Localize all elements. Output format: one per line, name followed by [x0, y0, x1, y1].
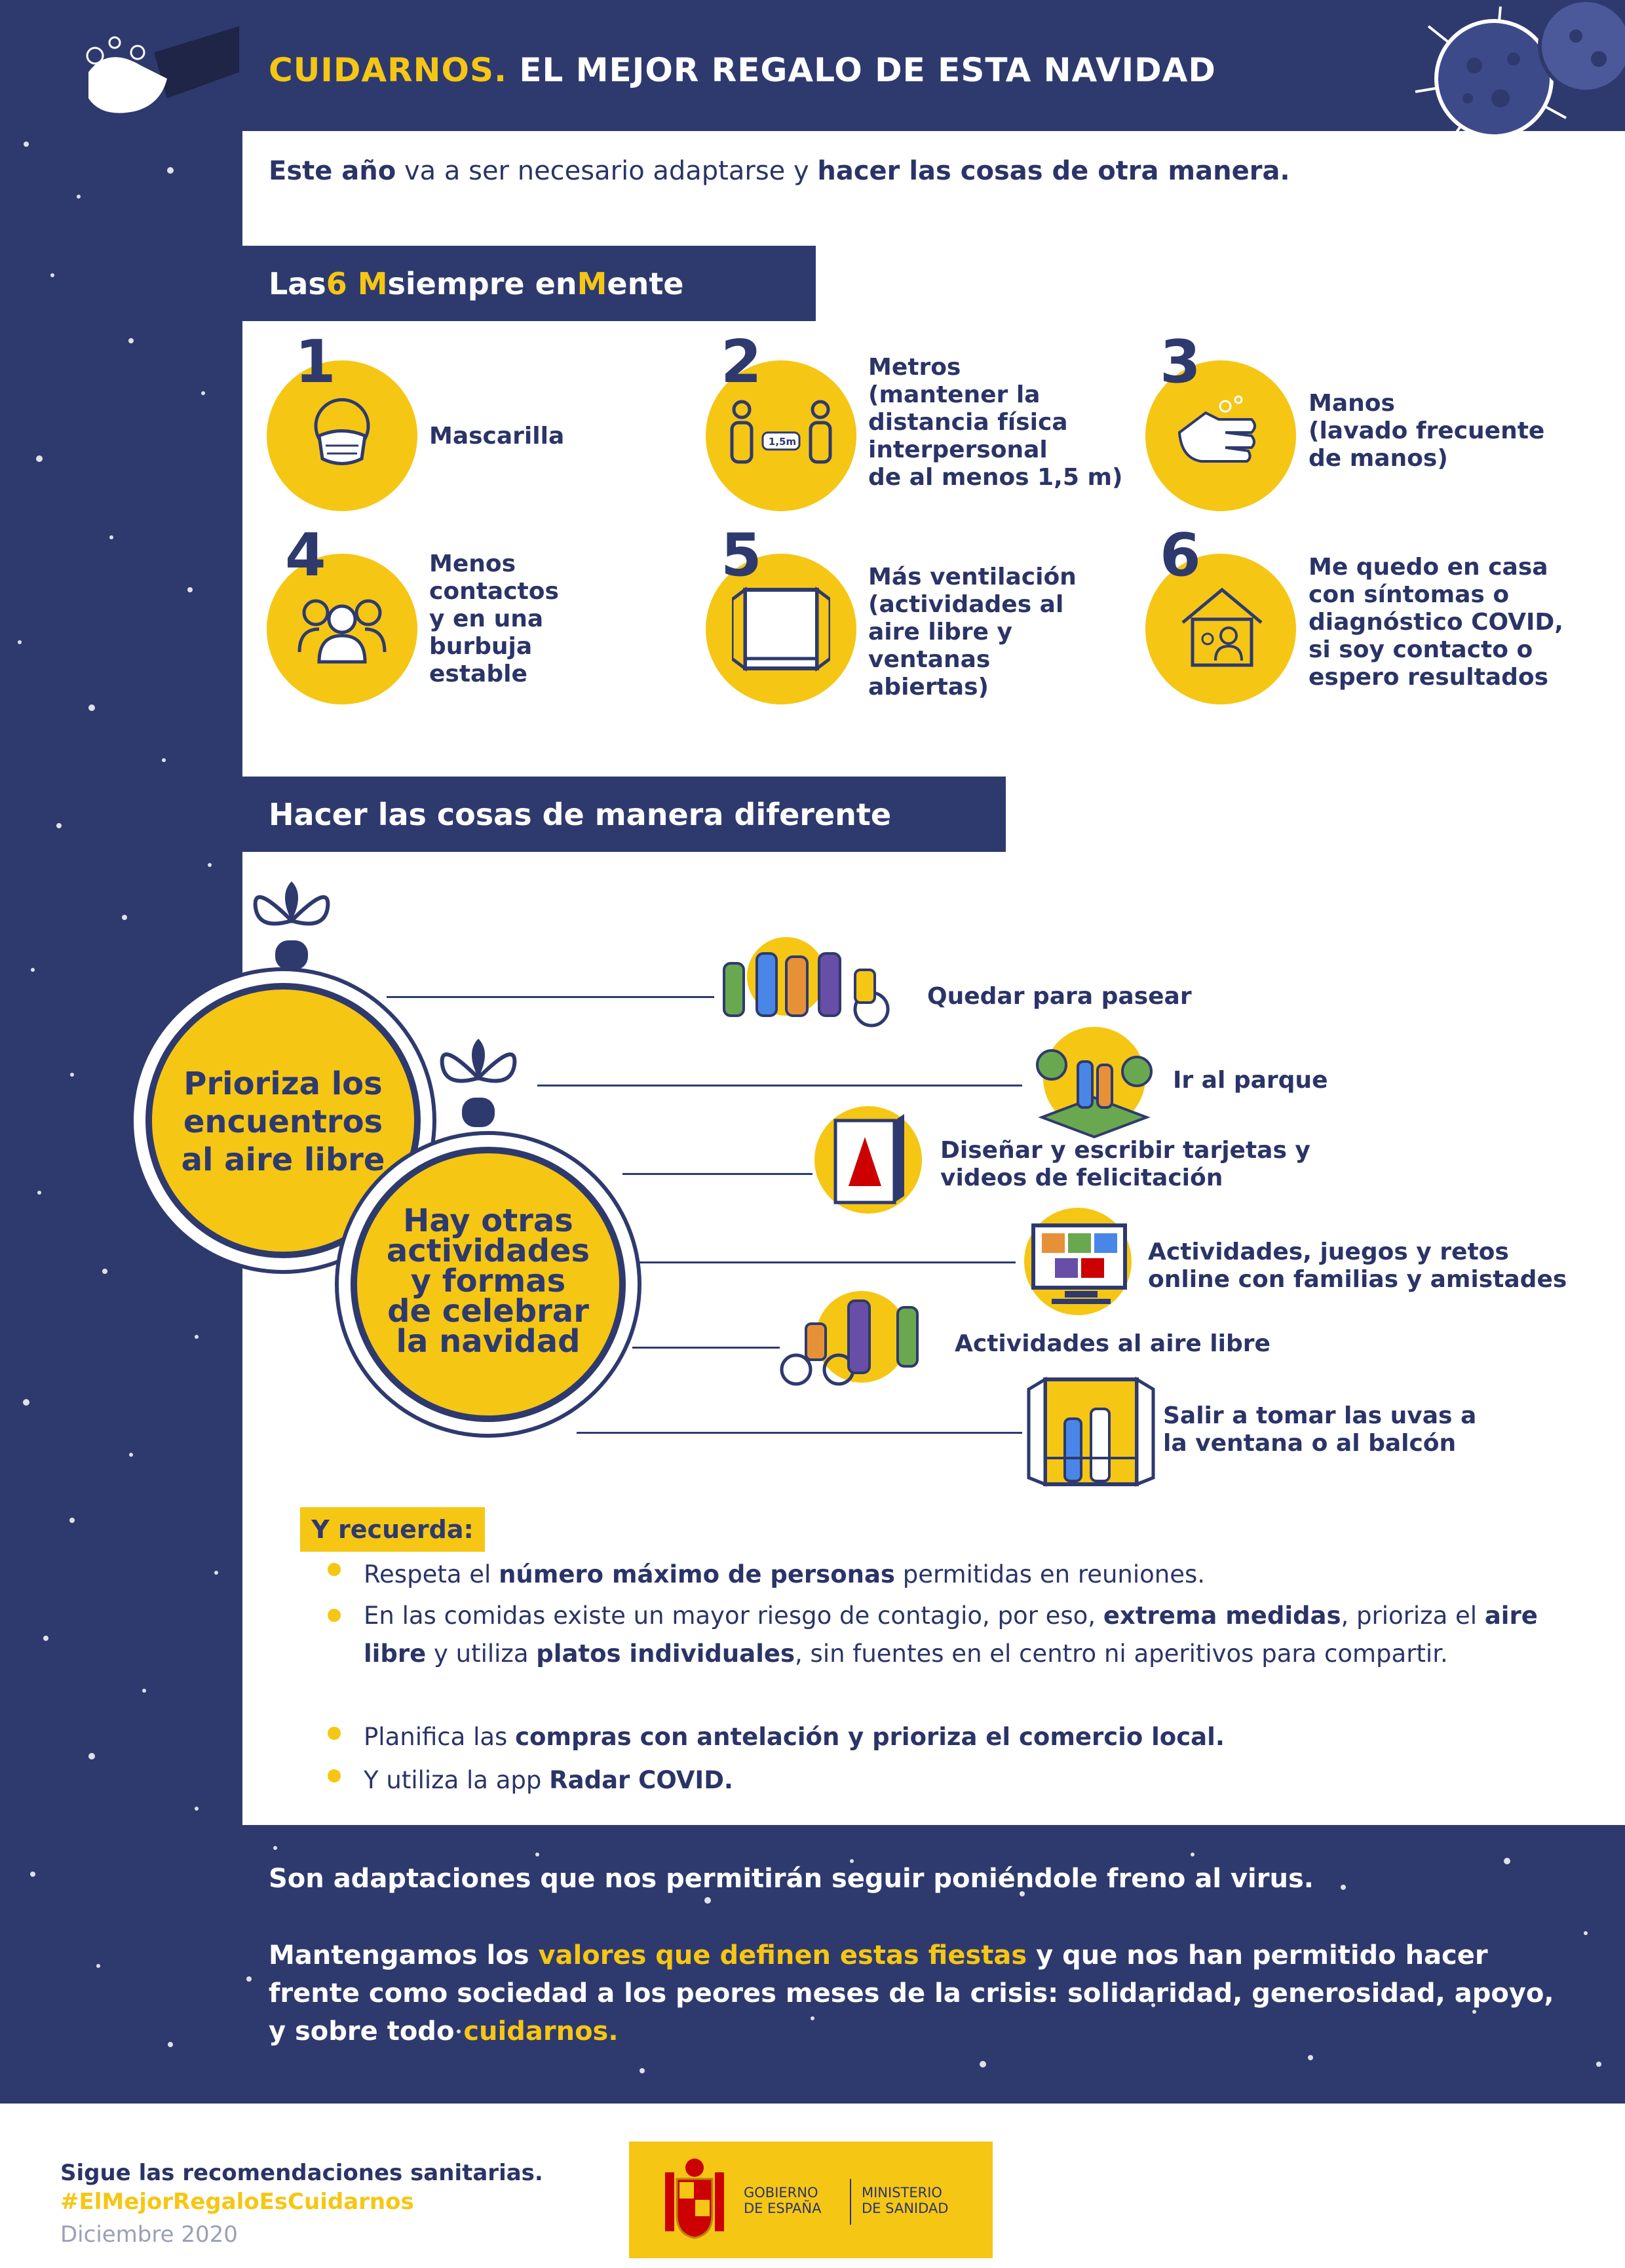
- activity-2-text: Ir al parque: [1173, 1067, 1328, 1094]
- home-isolation-icon: [1176, 583, 1268, 668]
- computer-icon: [1019, 1206, 1143, 1317]
- balcony-icon: [1025, 1373, 1157, 1491]
- connector-line: [622, 1173, 812, 1175]
- walking-people-icon: [714, 934, 911, 1032]
- m4-number: 4: [285, 521, 326, 590]
- different-heading: Hacer las cosas de manera diferente: [242, 777, 1006, 852]
- m6-text: Me quedo en casa con síntomas o diagnóstico COVID, si soy contacto o espero resultados: [1309, 554, 1563, 691]
- ornament-2-text: Hay otras actividades y formas de celebrar la navidad: [386, 1202, 590, 1360]
- m1-text: Mascarilla: [429, 423, 565, 450]
- m4-text: Menos contactos y en una burbuja estable: [429, 550, 559, 687]
- footer-hashtag[interactable]: #ElMejorRegaloEsCuidarnos: [60, 2189, 414, 2215]
- window-icon: [732, 583, 830, 675]
- group-icon: [293, 586, 391, 672]
- m3-number: 3: [1160, 328, 1201, 396]
- closing-paragraph-2: Mantengamos los valores que definen estas fiestas y que nos han permitido hacer frente como sociedad a los peores meses de la crisis: solidaridad, generosidad, apoyo, y sobre todo cuidarnos.: [269, 1940, 1554, 2047]
- page-title: CUIDARNOS. EL MEJOR REGALO DE ESTA NAVIDAD: [269, 51, 1216, 89]
- connector-line: [632, 1347, 780, 1349]
- m2-text: Metros (mantener la distancia física interpersonal de al menos 1,5 m): [868, 354, 1123, 491]
- footer-recommendation: Sigue las recomendaciones sanitarias.: [60, 2160, 543, 2186]
- remember-item-1: Respeta el número máximo de personas permitidas en reuniones.: [364, 1560, 1206, 1588]
- remember-tag: Y recuerda:: [300, 1507, 485, 1552]
- coat-of-arms-icon: [659, 2156, 731, 2244]
- bullet-dot: [328, 1563, 341, 1576]
- ornament-1-text: Prioriza los encuentros al aire libre: [181, 1066, 385, 1178]
- remember-item-3: Planifica las compras con antelación y prioriza el comercio local.: [364, 1723, 1225, 1751]
- remember-item-4: Y utiliza la app Radar COVID.: [364, 1766, 733, 1794]
- m5-number: 5: [721, 521, 762, 590]
- remember-item-2: En las comidas existe un mayor riesgo de contagio, por eso, extrema medidas, prioriza el aire libre y utiliza platos individuales, sin fuentes en el centro ni aperitivos para compartir.: [364, 1602, 1538, 1668]
- hand-wash-decoration-icon: [75, 26, 239, 131]
- bullet-dot: [328, 1609, 341, 1622]
- bullet-dot: [328, 1769, 341, 1782]
- ministry-label: MINISTERIO DE SANIDAD: [862, 2185, 949, 2216]
- m5-text: Más ventilación (actividades al aire libre y ventanas abiertas): [868, 564, 1077, 701]
- bow-icon-2: [426, 1032, 531, 1130]
- intro-text: Este año va a ser necesario adaptarse y hacer las cosas de otra manera.: [269, 156, 1290, 186]
- m2-number: 2: [721, 328, 762, 396]
- outdoor-sports-icon: [776, 1288, 947, 1393]
- park-icon: [1029, 1026, 1160, 1144]
- connector-line: [577, 1432, 1022, 1434]
- activity-6-text: Salir a tomar las uvas a la ventana o al balcón: [1163, 1402, 1477, 1457]
- m6-number: 6: [1160, 521, 1201, 590]
- hand-wash-icon: [1173, 393, 1271, 478]
- activity-1-text: Quedar para pasear: [927, 983, 1192, 1010]
- bullet-dot: [328, 1727, 341, 1740]
- activity-5-text: Actividades al aire libre: [955, 1330, 1271, 1357]
- mask-icon: [299, 393, 385, 478]
- divider: [850, 2179, 851, 2225]
- activity-3-text: Diseñar y escribir tarjetas y videos de felicitación: [940, 1137, 1310, 1191]
- footer-date: Diciembre 2020: [60, 2221, 238, 2248]
- closing-paragraph-1: Son adaptaciones que nos permitirán seguir poniéndole freno al virus.: [269, 1864, 1314, 1894]
- m1-number: 1: [295, 328, 336, 396]
- six-m-heading: Las 6 M siempre en M ente: [242, 246, 816, 321]
- connector-line: [537, 1085, 1022, 1086]
- bow-icon-1: [239, 875, 344, 973]
- virus-icon: [1402, 0, 1625, 157]
- connector-line: [387, 996, 714, 998]
- m3-text: Manos (lavado frecuente de manos): [1309, 390, 1545, 472]
- activity-4-text: Actividades, juegos y retos online con familias y amistades: [1148, 1239, 1567, 1293]
- card-icon: [812, 1104, 924, 1216]
- connector-line: [639, 1261, 1016, 1263]
- distance-badge: 1,5m: [768, 436, 797, 448]
- gov-spain-label: GOBIERNO DE ESPAÑA: [744, 2185, 822, 2216]
